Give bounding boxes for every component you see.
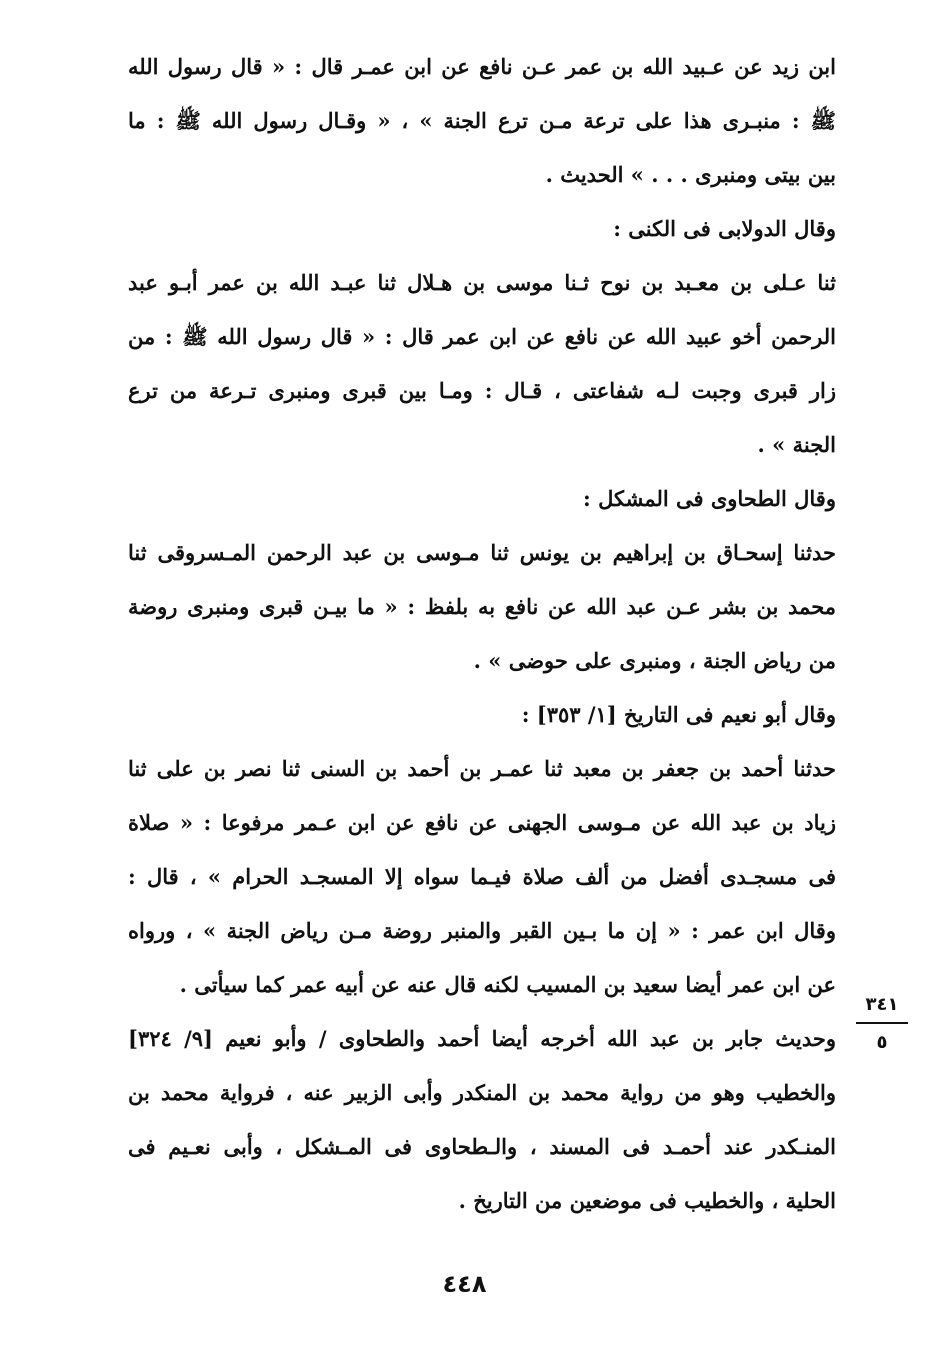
section-heading-abu-nuaym: وقال أبو نعيم فى التاريخ [١/ ٣٥٣] : xyxy=(521,702,836,727)
text-line-12: من رياض الجنة ، ومنبرى على حوضى » . xyxy=(473,648,836,673)
section-heading-dulabi: وقال الدولابى فى الكنى : xyxy=(613,216,836,241)
text-line-5: ثنا عـلى بن معـبد بن نوح ثـنا موسى بن هـلال ثنا عبـد الله بن عمر أبـو عبد xyxy=(128,270,836,295)
text-line-22: الحلية ، والخطيب فى موضعين من التاريخ . xyxy=(458,1188,836,1213)
text-line-7: زار قبرى وجبت لـه شفاعتى ، قـال : ومـا بين قبرى ومنبرى تـرعة من ترع xyxy=(128,378,836,403)
text-line-18: عن ابن عمر أيضا سعيد بن المسيب لكنه قال عنه عن أبيه عمر كما سيأتى . xyxy=(179,972,836,997)
text-line-21: المنـكدر عند أحمـد فى المسند ، والـطحاوى فى المـشكل ، وأبى نعـيم فى xyxy=(128,1134,836,1159)
text-line-20: والخطيب وهو من رواية محمد بن المنكدر وأبى الزبير عنه ، فرواية محمد بن xyxy=(128,1080,836,1105)
text-line-1: ابن زيد عن عـبيد الله بن عمر عـن نافع عن ابن عمـر قال : « قال رسول الله xyxy=(128,54,836,79)
text-line-16: فى مسجـدى أفضل من ألف صلاة فيـما سواه إلا المسجـد الحرام » ، قال : xyxy=(128,864,836,889)
page-body xyxy=(128,40,836,1228)
text-line-14: حدثنا أحمد بن جعفر بن معبد ثنا عمـر بن أحمد بن السنى ثنا نصر بن على ثنا xyxy=(128,756,836,781)
margin-reference-rule xyxy=(856,1022,908,1024)
margin-reference xyxy=(856,990,908,1058)
page-number: ٤٤٨ xyxy=(442,1270,487,1298)
section-heading-tahawi: وقال الطحاوى فى المشكل : xyxy=(583,486,836,511)
text-line-11: محمد بن بشر عـن عبد الله عن نافع به بلفظ : « ما بيـن قبرى ومنبرى روضة xyxy=(128,594,836,619)
text-line-8: الجنة » . xyxy=(757,432,836,457)
margin-reference-bottom: ٥ xyxy=(876,1032,888,1053)
text-line-3: بين بيتى ومنبرى . . . » الحديث . xyxy=(545,162,836,187)
text-line-10: حدثنا إسحـاق بن إبراهيم بن يونس ثنا مـوسى بن عبد الرحمن المـسروقى ثنا xyxy=(128,540,836,565)
text-line-2: ﷺ : منبـرى هذا على ترعة مـن ترع الجنة » ، « وقـال رسول الله ﷺ : ما xyxy=(128,108,836,133)
text-line-6: الرحمن أخو عبيد الله عن نافع عن ابن عمر قال : « قال رسول الله ﷺ : من xyxy=(128,324,836,349)
margin-reference-top: ٣٤١ xyxy=(865,994,899,1015)
text-line-19: وحديث جابر بن عبد الله أخرجه أيضا أحمد والطحاوى / وأبو نعيم [٩/ ٣٢٤] xyxy=(128,1026,836,1051)
text-line-17: وقال ابن عمر : « إن ما بـين القبر والمنبر روضة مـن رياض الجنة » ، ورواه xyxy=(128,918,836,943)
text-line-15: زياد بن عبد الله عن مـوسى الجهنى عن نافع عن ابن عـمر مرفوعا : « صلاة xyxy=(128,810,836,835)
